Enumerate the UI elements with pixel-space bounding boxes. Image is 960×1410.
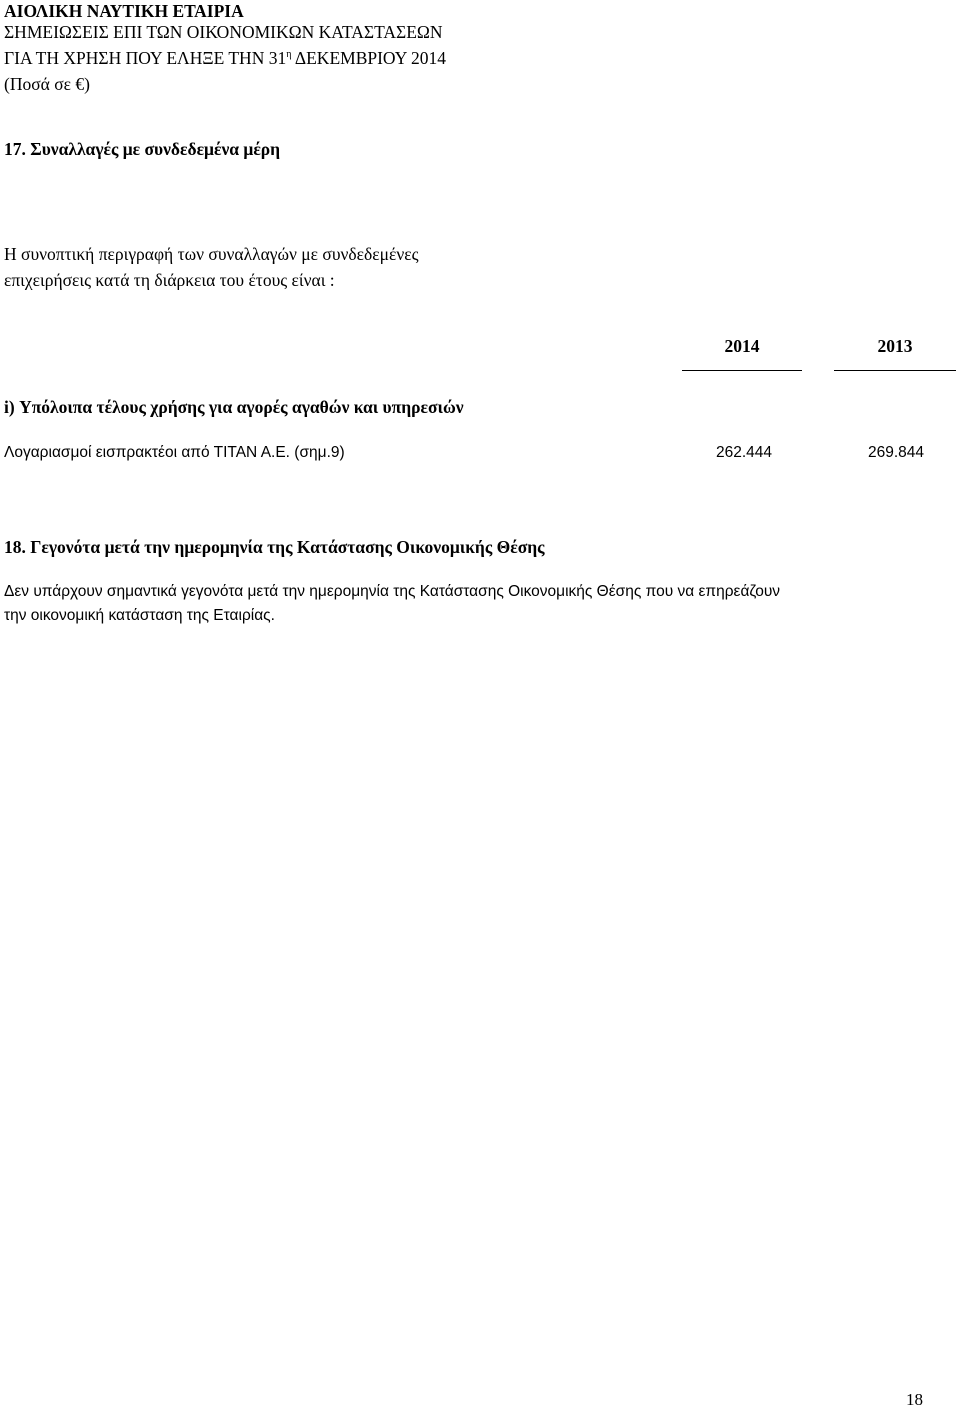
section-17-intro-line-1: Η συνοπτική περιγραφή των συναλλαγών με συνδεδεμένες [4,244,419,264]
receivables-row-label: Λογαριασμοί εισπρακτέοι από ΤΙΤΑΝ Α.Ε. (σημ.9) [4,444,345,461]
notes-title: ΣΗΜΕΙΩΣΕΙΣ ΕΠΙ ΤΩΝ ΟΙΚΟΝΟΜΙΚΩΝ ΚΑΤΑΣΤΑΣΕΩΝ [4,22,443,42]
period-superscript: η [286,49,292,61]
section-18-body-line-1: Δεν υπάρχουν σημαντικά γεγονότα μετά την ημερομηνία της Κατάστασης Οικονομικής Θέσης που να επηρεάζουν [4,583,781,600]
year-header-2013: 2013 [877,336,913,356]
section-17-subheading: i) Υπόλοιπα τέλους χρήσης για αγορές αγαθών και υπηρεσιών [4,397,464,417]
period-suffix: ΔΕΚΕΜΒΡΙΟΥ 2014 [291,48,447,68]
period-line [4,47,446,69]
year-header-2014: 2014 [724,336,760,356]
section-18-title: 18. Γεγονότα μετά την ημερομηνία της Κατάστασης Οικονομικής Θέσης [4,537,545,557]
section-17-intro-line-2: επιχειρήσεις κατά τη διάρκεια του έτους είναι : [4,270,335,290]
year-2013-underline [834,370,956,371]
section-18-body-line-2: την οικονομική κατάσταση της Εταιρίας. [4,607,275,624]
year-2014-underline [682,370,802,371]
company-name: ΑΙΟΛΙΚΗ ΝΑΥΤΙΚΗ ΕΤΑΙΡΙΑ [4,1,244,21]
period-prefix: ΓΙΑ ΤΗ ΧΡΗΣΗ ΠΟΥ ΕΛΗΞΕ ΤΗΝ 31 [4,48,287,68]
receivables-2014-value: 262.444 [715,444,772,461]
section-17-title: 17. Συναλλαγές με συνδεδεμένα μέρη [4,139,281,159]
page-number: 18 [906,1390,923,1409]
receivables-2013-value: 269.844 [867,444,924,461]
currency-note: (Ποσά σε €) [4,74,90,94]
